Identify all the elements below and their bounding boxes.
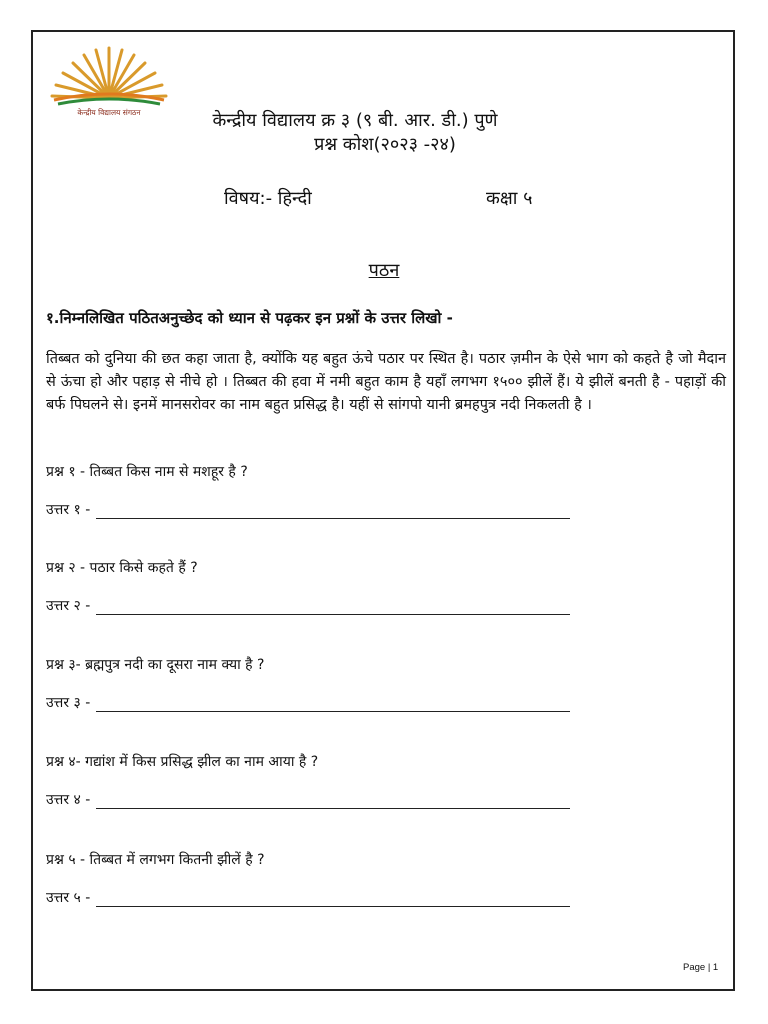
answer-label: उत्तर ४ - bbox=[46, 792, 91, 808]
answer-label: उत्तर ५ - bbox=[46, 890, 91, 906]
section-heading: पठन bbox=[368, 260, 400, 281]
answer-label: उत्तर १ - bbox=[46, 502, 91, 518]
passage-text: तिब्बत को दुनिया की छत कहा जाता है, क्योंकि यह बहुत ऊंचे पठार पर स्थित है। पठार ज़मीन के ऐसे भाग को कहते है जो मैदान से ऊंचा हो और पहाड़ से नीचे हो । तिब्बत की हवा में नमी बहुत काम है यहाँ लगभग १५०० झीलें हैं। ये झीलें बनती है - पहाड़ों की बर्फ पिघलने से। इनमें मानसरोवर का नाम बहुत प्रसिद्ध है। यहीं से सांगपो यानी ब्रमहपुत्र नदी निकलती है । bbox=[46, 351, 726, 413]
kvs-logo bbox=[46, 40, 172, 136]
sun-emblem-icon bbox=[46, 40, 172, 110]
logo-caption: केन्द्रीय विद्यालय संगठन bbox=[77, 108, 141, 117]
answer-label: उत्तर ३ - bbox=[46, 695, 91, 711]
answer-line[interactable] bbox=[96, 504, 570, 519]
question-4: प्रश्न ४- गद्यांश में किस प्रसिद्ध झील का नाम आया है ? bbox=[46, 754, 319, 770]
school-name: केन्द्रीय विद्यालय क्र ३ (९ बी. आर. डी.) पुणे bbox=[212, 110, 498, 131]
subject-label: विषय:- हिन्दी bbox=[224, 188, 312, 209]
question-1: प्रश्न १ - तिब्बत किस नाम से मशहूर है ? bbox=[46, 464, 248, 480]
answer-label: उत्तर २ - bbox=[46, 598, 91, 614]
answer-5 bbox=[46, 888, 570, 907]
answer-line[interactable] bbox=[96, 697, 570, 712]
answer-line[interactable] bbox=[96, 600, 570, 615]
answer-2 bbox=[46, 596, 570, 615]
answer-4 bbox=[46, 790, 570, 809]
answer-1 bbox=[46, 500, 570, 519]
page-title: प्रश्न कोश(२०२३ -२४) bbox=[314, 134, 456, 155]
instruction-text: १.निम्नलिखित पठितअनुच्छेद को ध्यान से पढ़कर इन प्रश्नों के उत्तर लिखो - bbox=[46, 309, 453, 327]
question-2: प्रश्न २ - पठार किसे कहते हैं ? bbox=[46, 560, 198, 576]
answer-line[interactable] bbox=[96, 794, 570, 809]
question-3: प्रश्न ३- ब्रह्मपुत्र नदी का दूसरा नाम क्या है ? bbox=[46, 657, 265, 673]
answer-line[interactable] bbox=[96, 892, 570, 907]
page-number: Page | 1 bbox=[683, 962, 719, 973]
question-5: प्रश्न ५ - तिब्बत में लगभग कितनी झीलें है ? bbox=[46, 852, 265, 868]
class-label: कक्षा ५ bbox=[486, 188, 533, 209]
answer-3 bbox=[46, 693, 570, 712]
